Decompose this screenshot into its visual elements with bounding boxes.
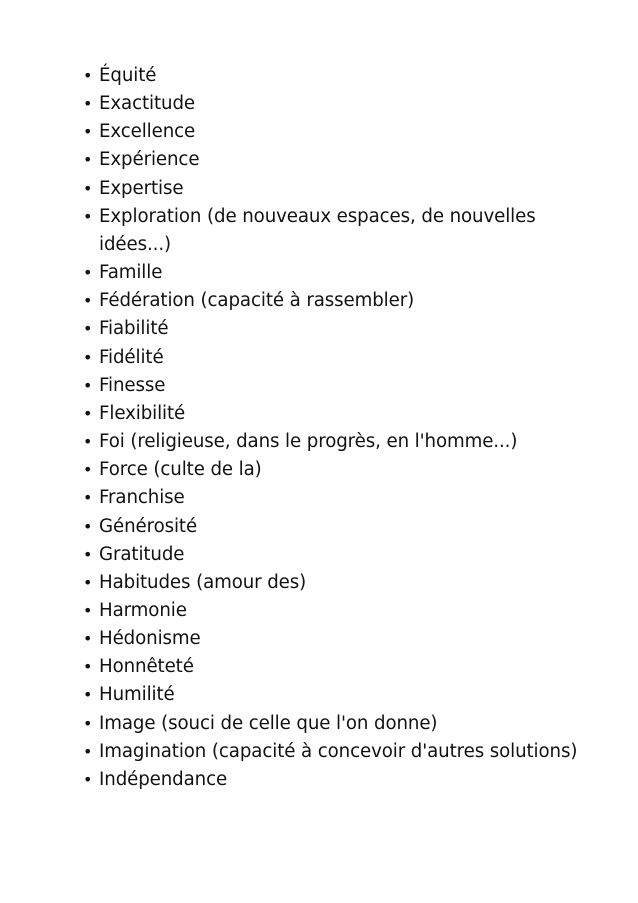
list-item-text: Fédération (capacité à rassembler) [99, 290, 415, 312]
list-item [80, 766, 580, 794]
list-item-text: Hédonisme [99, 628, 201, 650]
bullet-icon: • [83, 319, 93, 339]
list-item-text: Imagination (capacité à concevoir d'autres solutions) [99, 740, 578, 762]
bullet-icon: • [83, 150, 93, 170]
list-item [80, 456, 580, 484]
list-item [80, 90, 580, 118]
list-item [80, 203, 580, 259]
list-item [80, 484, 580, 512]
list-item-text: Fiabilité [99, 318, 169, 340]
bullet-icon: • [83, 600, 93, 620]
list-item-text: Expérience [99, 149, 200, 171]
list-item [80, 625, 580, 653]
list-item-text: Humilité [99, 684, 175, 706]
list-item [80, 146, 580, 174]
list-item-text: Exactitude [99, 93, 195, 115]
list-item [80, 738, 580, 766]
list-item-text: Honnêteté [99, 656, 194, 678]
bullet-icon: • [83, 403, 93, 423]
bullet-icon: • [83, 375, 93, 395]
list-item-text: Expertise [99, 177, 184, 199]
list-item [80, 118, 580, 146]
bullet-icon: • [83, 291, 93, 311]
bullet-icon: • [83, 66, 93, 85]
bullet-icon: • [83, 544, 93, 564]
values-bullet-list [80, 62, 580, 794]
list-item [80, 513, 580, 541]
bullet-icon: • [83, 178, 93, 198]
list-item-text: Équité [99, 65, 157, 86]
list-item [80, 428, 580, 456]
list-item-text: Indépendance [99, 768, 228, 790]
list-item-text: Franchise [99, 487, 185, 509]
bullet-icon: • [83, 263, 93, 283]
bullet-icon: • [83, 460, 93, 480]
list-item-text: Finesse [99, 374, 166, 396]
bullet-icon: • [83, 488, 93, 508]
list-item [80, 372, 580, 400]
bullet-icon: • [83, 206, 93, 226]
list-item-text: Foi (religieuse, dans le progrès, en l'homme...) [99, 431, 518, 453]
bullet-icon: • [83, 94, 93, 114]
list-item-text: Habitudes (amour des) [99, 571, 307, 593]
bullet-icon: • [83, 122, 93, 142]
list-item-text: Excellence [99, 121, 196, 143]
list-item [80, 62, 580, 90]
bullet-icon: • [83, 741, 93, 761]
list-item [80, 344, 580, 372]
bullet-icon: • [83, 629, 93, 649]
list-item [80, 541, 580, 569]
list-item [80, 681, 580, 709]
list-item [80, 287, 580, 315]
list-item-text: Famille [99, 262, 163, 284]
list-item-text: Image (souci de celle que l'on donne) [99, 712, 438, 734]
list-item [80, 315, 580, 343]
bullet-icon: • [83, 657, 93, 677]
list-item [80, 597, 580, 625]
list-item-text: Flexibilité [99, 402, 186, 424]
bullet-icon: • [83, 432, 93, 452]
bullet-icon: • [83, 713, 93, 733]
bullet-icon: • [83, 347, 93, 367]
list-item [80, 259, 580, 287]
list-item [80, 175, 580, 203]
list-item [80, 710, 580, 738]
bullet-icon: • [83, 769, 93, 789]
list-item-text: Exploration (de nouveaux espaces, de nouvelles idées...) [99, 205, 536, 255]
list-item-text: Gratitude [99, 543, 185, 565]
list-item [80, 653, 580, 681]
list-item-text: Générosité [99, 515, 198, 537]
bullet-icon: • [83, 685, 93, 705]
bullet-icon: • [83, 516, 93, 536]
list-item-text: Harmonie [99, 599, 187, 621]
list-item [80, 400, 580, 428]
list-item-text: Force (culte de la) [99, 459, 262, 481]
list-item-text: Fidélité [99, 346, 164, 368]
bullet-icon: • [83, 572, 93, 592]
list-item [80, 569, 580, 597]
